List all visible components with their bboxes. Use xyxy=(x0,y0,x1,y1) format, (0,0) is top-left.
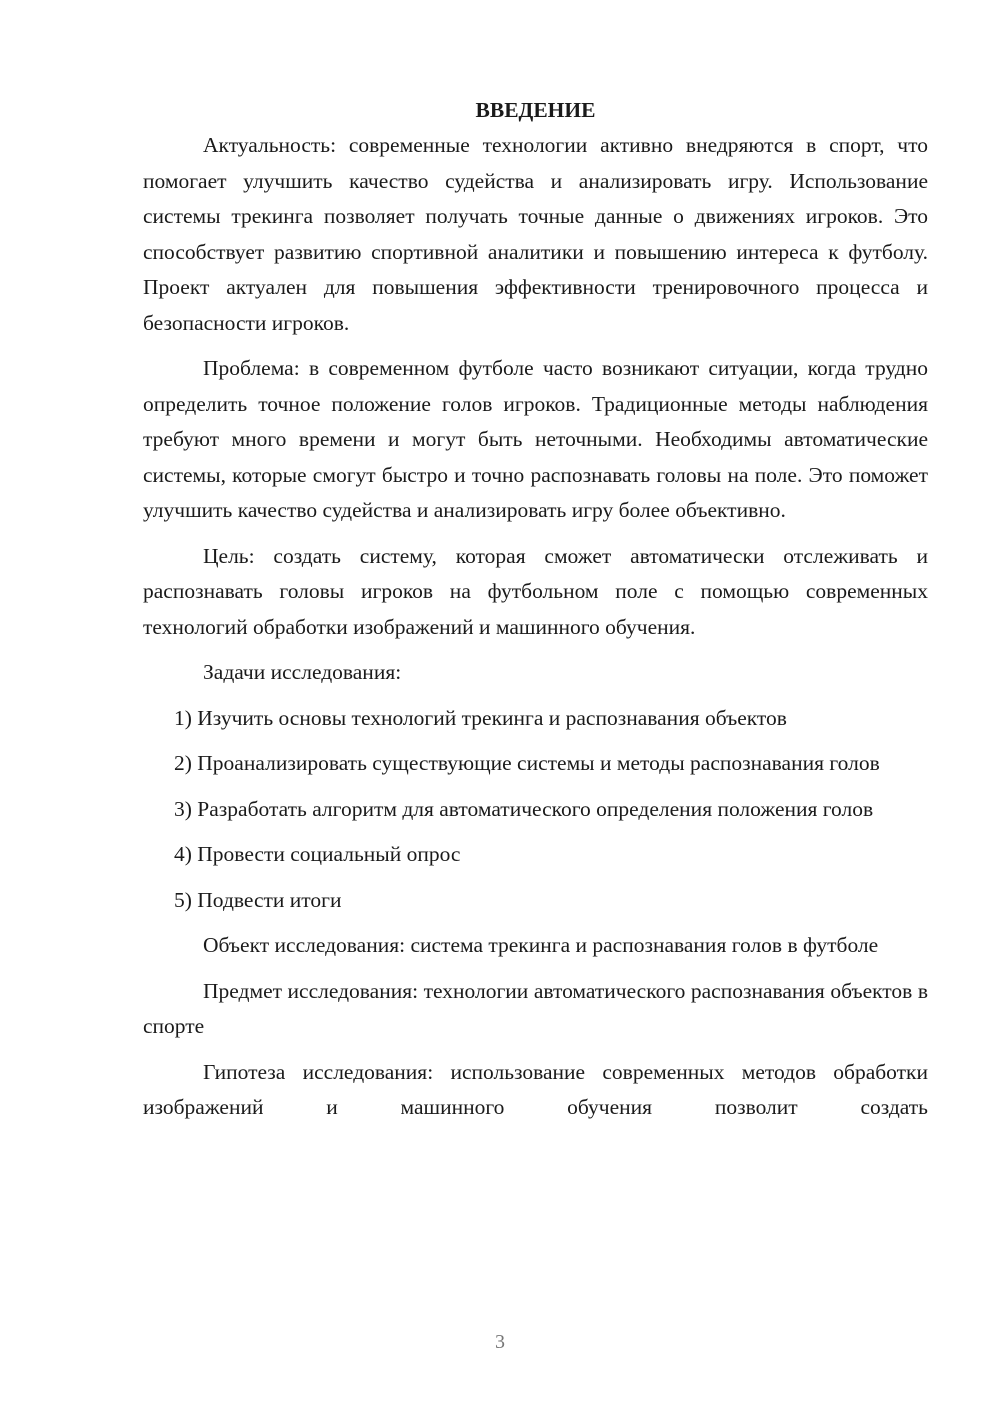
task-item: 2) Проанализировать существующие системы и методы распознавания голов xyxy=(174,751,880,775)
task-item: 3) Разработать алгоритм для автоматического определения положения голов xyxy=(174,796,874,821)
hypothesis-paragraph: Гипотеза исследования: использование современных методов обработки изображений и машинного обучения позволит создать xyxy=(143,1059,928,1119)
document-page xyxy=(143,93,928,1136)
subject-paragraph: Предмет исследования: технологии автоматического распознавания объектов в спорте xyxy=(143,978,928,1038)
section-title: ВВЕДЕНИЕ xyxy=(475,98,596,122)
task-item: 4) Провести социальный опрос xyxy=(174,842,461,866)
goal-paragraph: Цель: создать систему, которая сможет автоматически отслеживать и распознавать головы игроков на футбольном поле с помощью современных технологий обработки изображений и машинного обучения. xyxy=(143,543,928,639)
problem-paragraph: Проблема: в современном футболе часто возникают ситуации, когда трудно определить точное положение голов игроков. Традиционные методы наблюдения требуют много времени и могут быть неточными. Необходимы автоматические системы, которые смогут быстро и точно распознавать головы на поле. Это поможет улучшить качество судейства и анализировать игру более объективно. xyxy=(143,356,928,522)
tasks-heading: Задачи исследования: xyxy=(203,660,402,684)
task-item: 1) Изучить основы технологий трекинга и распознавания объектов xyxy=(174,705,787,730)
object-paragraph: Объект исследования: система трекинга и распознавания голов в футболе xyxy=(203,933,879,957)
relevance-paragraph: Актуальность: современные технологии активно внедряются в спорт, что помогает улучшить качество судейства и анализировать игру. Использование системы трекинга позволяет получать точные данные о движениях игроков. Это способствует развитию спортивной аналитики и повышению интереса к футболу. Проект актуален для повышения эффективности тренировочного процесса и безопасности игроков. xyxy=(143,133,928,335)
page-number: 3 xyxy=(495,1331,505,1353)
task-item: 5) Подвести итоги xyxy=(174,887,342,912)
